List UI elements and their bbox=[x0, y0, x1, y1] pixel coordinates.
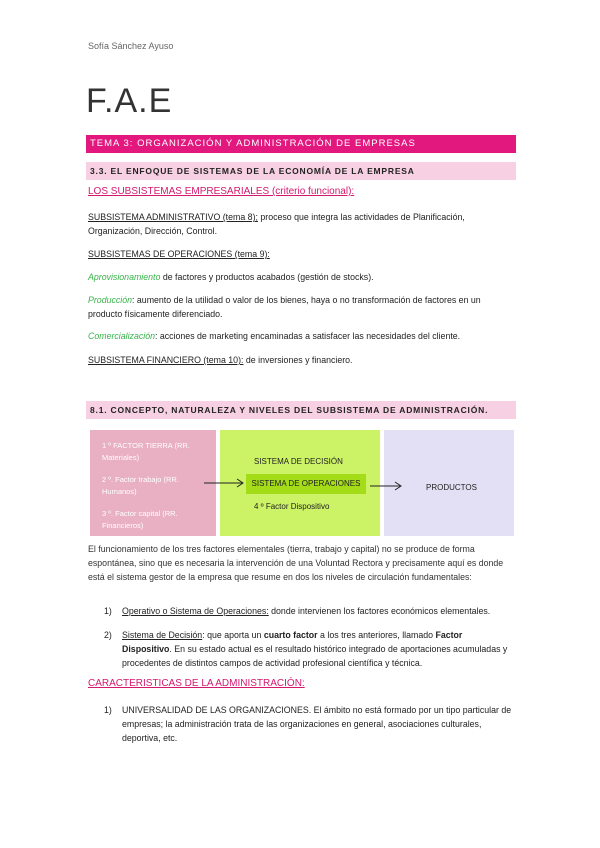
productos-label: PRODUCTOS bbox=[426, 483, 477, 492]
caracteristica-text: UNIVERSALIDAD DE LAS ORGANIZACIONES. El ámbito no está formado por un tipo particular de empresas; la administración trata de las organizaciones en general, asociaciones culturales, deportiva, etc. bbox=[122, 705, 512, 743]
level-text-a: : que aporta un bbox=[202, 630, 264, 640]
factor-tierra: 1 º FACTOR TIERRA (RR. Materiales) bbox=[102, 441, 190, 462]
level-number: 2) bbox=[104, 630, 112, 640]
prod-label: Producción bbox=[88, 295, 133, 305]
factors-diagram bbox=[90, 430, 514, 536]
author-name: Sofía Sánchez Ayuso bbox=[88, 41, 174, 51]
admin-label: SUBSISTEMA ADMINISTRATIVO (tema 8); bbox=[88, 212, 258, 222]
operaciones-paragraph bbox=[88, 247, 513, 261]
intro-paragraph: El funcionamiento de los tres factores elementales (tierra, trabajo y capital) no se produce de forma espontánea, sino que es necesaria la intervención de una Voluntad Rectora y precisamente aquí es donde está el sistema gestor de la empresa que resume en dos los niveles de circulación fundamentales: bbox=[88, 544, 504, 582]
section-8-1-heading: 8.1. CONCEPTO, NATURALEZA Y NIVELES DEL SUBSISTEMA DE ADMINISTRACIÓN. bbox=[86, 401, 516, 419]
financiero-paragraph bbox=[88, 353, 513, 367]
operaciones-label: SUBSISTEMAS DE OPERACIONES (tema 9): bbox=[88, 249, 270, 259]
level-text: donde intervienen los factores económicos elementales. bbox=[268, 606, 491, 616]
subsistemas-heading: LOS SUBSISTEMAS EMPRESARIALES (criterio funcional): bbox=[88, 186, 355, 197]
level-text-c: . En su estado actual es el resultado histórico integrado de aportaciones acumuladas y procedentes de distintos campos de actividad profesional científica y técnica. bbox=[122, 644, 508, 668]
level-bold-a: cuarto factor bbox=[263, 630, 318, 640]
financ-label: SUBSISTEMA FINANCIERO (tema 10): bbox=[88, 355, 244, 365]
arrow-icon bbox=[202, 477, 248, 489]
aprov-label: Aprovisionamiento bbox=[88, 272, 161, 282]
arrow-icon bbox=[368, 480, 404, 492]
factor-trabajo: 2 º. Factor trabajo (RR. Humanos) bbox=[102, 475, 179, 496]
comer-text: : acciones de marketing encaminadas a satisfacer las necesidades del cliente. bbox=[154, 331, 461, 341]
caracteristica-item-1 bbox=[104, 703, 514, 745]
comercializacion-paragraph bbox=[88, 329, 513, 343]
comer-label: Comercialización bbox=[88, 331, 155, 341]
level-item-2 bbox=[104, 628, 514, 670]
section-3-3-heading: 3.3. EL ENFOQUE DE SISTEMAS DE LA ECONOMÍA DE LA EMPRESA bbox=[86, 162, 516, 180]
factor-capital: 3 º. Factor capital (RR. Financieros) bbox=[102, 509, 178, 530]
produccion-paragraph bbox=[88, 293, 513, 321]
level-text-b: a los tres anteriores, llamado bbox=[317, 630, 436, 640]
prod-text: : aumento de la utilidad o valor de los bienes, haya o no transformación de factores en un producto físicamente diferenciado. bbox=[88, 295, 481, 319]
level-label: Operativo o Sistema de Operaciones: bbox=[122, 606, 269, 616]
tema-heading-bar: TEMA 3: ORGANIZACIÓN Y ADMINISTRACIÓN DE EMPRESAS bbox=[86, 135, 516, 153]
cuarto-factor-label: 4 º Factor Dispositivo bbox=[254, 502, 330, 511]
level-number: 1) bbox=[104, 606, 112, 616]
aprov-text: de factores y productos acabados (gestión de stocks). bbox=[160, 272, 374, 282]
admin-text: proceso que integra las actividades de Planificación, Organización, Dirección, Control. bbox=[88, 212, 465, 236]
caracteristicas-heading: CARACTERISTICAS DE LA ADMINISTRACIÓN: bbox=[88, 678, 305, 689]
document-title: F.A.E bbox=[86, 82, 173, 120]
level-item-1 bbox=[104, 604, 514, 618]
admin-paragraph bbox=[88, 210, 513, 238]
caracteristica-number: 1) bbox=[104, 705, 112, 715]
factors-box bbox=[90, 430, 216, 536]
level-label: Sistema de Decisión bbox=[122, 630, 203, 640]
sistema-operaciones-box: SISTEMA DE OPERACIONES bbox=[246, 474, 366, 494]
financ-text: de inversiones y financiero. bbox=[243, 355, 353, 365]
level-bold-b: Factor Dispositivo bbox=[122, 630, 463, 654]
sistema-decision-label: SISTEMA DE DECISIÓN bbox=[254, 457, 343, 466]
aprovisionamiento-paragraph bbox=[88, 270, 513, 284]
